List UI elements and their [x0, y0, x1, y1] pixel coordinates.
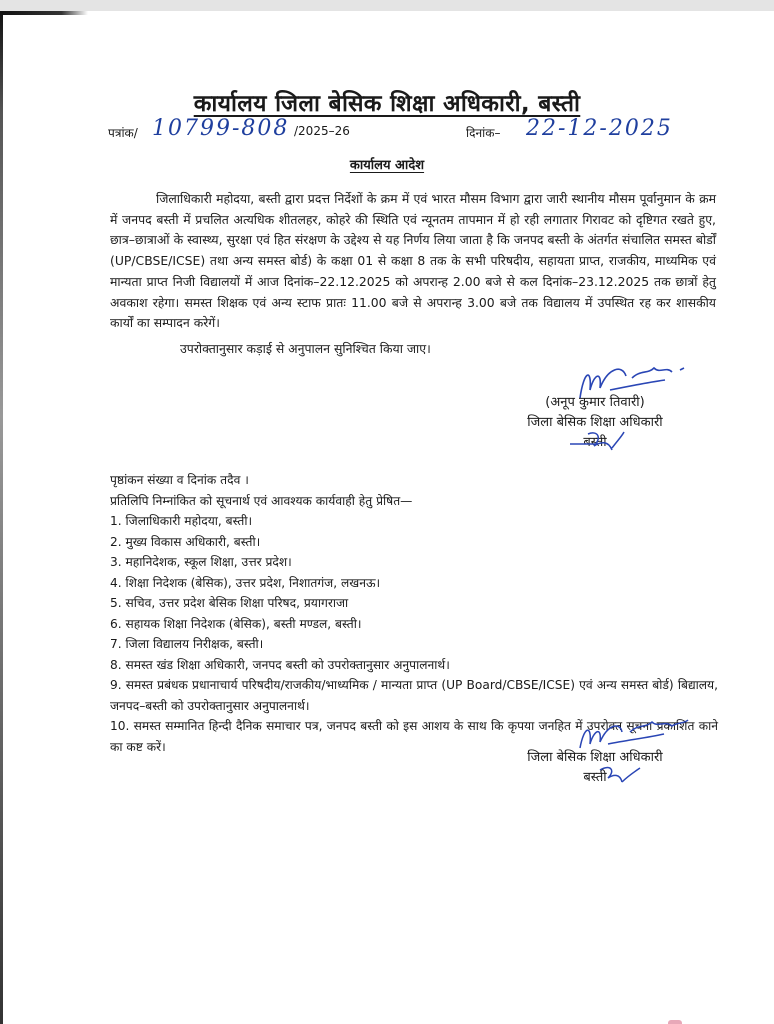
signatory2-designation: जिला बेसिक शिक्षा अधिकारी [527, 750, 663, 765]
endorsement-line1: पृष्ठांकन संख्या व दिनांक तदैव । [110, 473, 249, 487]
office-heading: कार्यालय जिला बेसिक शिक्षा अधिकारी, बस्ती [193, 91, 581, 117]
recipient-item: 8. समस्त खंड शिक्षा अधिकारी, जनपद बस्ती को उपरोक्तानुसार अनुपालनार्थ। [110, 657, 450, 672]
signatory-designation: जिला बेसिक शिक्षा अधिकारी [527, 415, 663, 430]
signatory-name: (अनूप कुमार तिवारी) [545, 395, 645, 410]
recipient-item: 2. मुख्य विकास अधिकारी, बस्ती। [110, 534, 261, 549]
endorsement-line2: प्रतिलिपि निम्नांकित को सूचनार्थ एवं आवश्यक कार्यवाही हेतु प्रेषित— [110, 493, 413, 508]
order-body [110, 189, 716, 334]
order-title: कार्यालय आदेश [349, 158, 425, 173]
signature-block-2 [505, 748, 685, 788]
order-body-text: जिलाधिकारी महोदया, बस्ती द्वारा प्रदत्त निर्देशों के क्रम में एवं भारत मौसम विभाग द्वारा जारी स्थानीय मौसम पूर्वानुमान के क्रम में जनपद बस्ती में प्रचलित अत्यधिक शीतलहर, कोहरे की स्थिति एवं न्यूनतम तापमान में हो रही लगातार गिरावट को दृष्टिगत रखते हुए, छात्र–छात्राओं के स्वास्थ्य, सुरक्षा एवं हित संरक्षण के उद्देश्य से यह निर्णय लिया जाता है कि जनपद बस्ती के अंतर्गत संचालित समस्त बोर्डों (UP/CBSE/ICSE) तथा अन्य समस्त बोर्ड) के कक्षा 01 से कक्षा 8 तक के सभी परिषदीय, सहायता प्राप्त, राजकीय, माध्यमिक एवं मान्यता प्राप्त निजी विद्यालयों में आज दिनांक–22.12.2025 को अपरान्ह 2.00 बजे से कल दिनांक–23.12.2025 तक छात्रों हेतु अवकाश रहेगा। समस्त शिक्षक एवं अन्य स्टाफ प्रातः 11.00 बजे से अपरान्ह 3.00 बजे तक विद्यालय में उपस्थित रह कर शासकीय कार्यों का सम्पादन करेगें। [110, 191, 716, 331]
recipient-item: 1. जिलाधिकारी महोदया, बस्ती। [110, 514, 253, 528]
recipient-item: 7. जिला विद्यालय निरीक्षक, बस्ती। [110, 637, 264, 651]
signatory2-place: बस्ती [583, 770, 607, 785]
recipient-item: 9. समस्त प्रबंधक प्रधानाचार्य परिषदीय/राजकीय/भाध्यमिक / मान्यता प्राप्त (UP Board/CBSE/ICSE) एवं अन्य समस्त बोर्ड) बिद्यालय, जनपद–बस्ती को उपरोक्तानुसार अनुपालनार्थ। [110, 678, 718, 713]
recipient-item: 6. सहायक शिक्षा निदेशक (बेसिक), बस्ती मण्डल, बस्ती। [110, 616, 362, 631]
ref-number-handwritten: 10799-808 [152, 116, 290, 141]
date-label: दिनांक– [466, 126, 501, 140]
reference-line [108, 118, 728, 146]
corner-mark [668, 1020, 682, 1024]
initials-scribble [596, 762, 646, 790]
ref-label: पत्रांक/ [108, 126, 138, 140]
viewer-top-bar [0, 0, 774, 11]
recipient-item: 5. सचिव, उत्तर प्रदेश बेसिक शिक्षा परिषद, प्रयागराजा [110, 596, 349, 610]
recipient-item: 10. समस्त सम्मानित हिन्दी दैनिक समाचार पत्र, जनपद बस्ती को इस आशय के साथ कि कृपया जनहित में उपरोक्त सूचना प्रकाशित काने का कष्ट करें। [110, 719, 718, 754]
date-handwritten: 22-12-2025 [526, 116, 673, 141]
closing-line: उपरोक्तानुसार कड़ाई से अनुपालन सुनिश्चित किया जाए। [180, 341, 431, 356]
order-title-wrap [0, 154, 774, 173]
endorsement-section [110, 470, 718, 757]
letterhead [0, 86, 774, 118]
initials-scribble [568, 428, 628, 456]
recipient-item: 3. महानिदेशक, स्कूल शिक्षा, उत्तर प्रदेश। [110, 555, 292, 569]
signatory-place: बस्ती [583, 435, 607, 450]
recipient-item: 4. शिक्षा निदेशक (बेसिक), उत्तर प्रदेश, निशातगंज, लखनऊ। [110, 575, 381, 590]
page-edge-shadow [0, 11, 88, 15]
ref-suffix: /2025–26 [294, 124, 350, 138]
